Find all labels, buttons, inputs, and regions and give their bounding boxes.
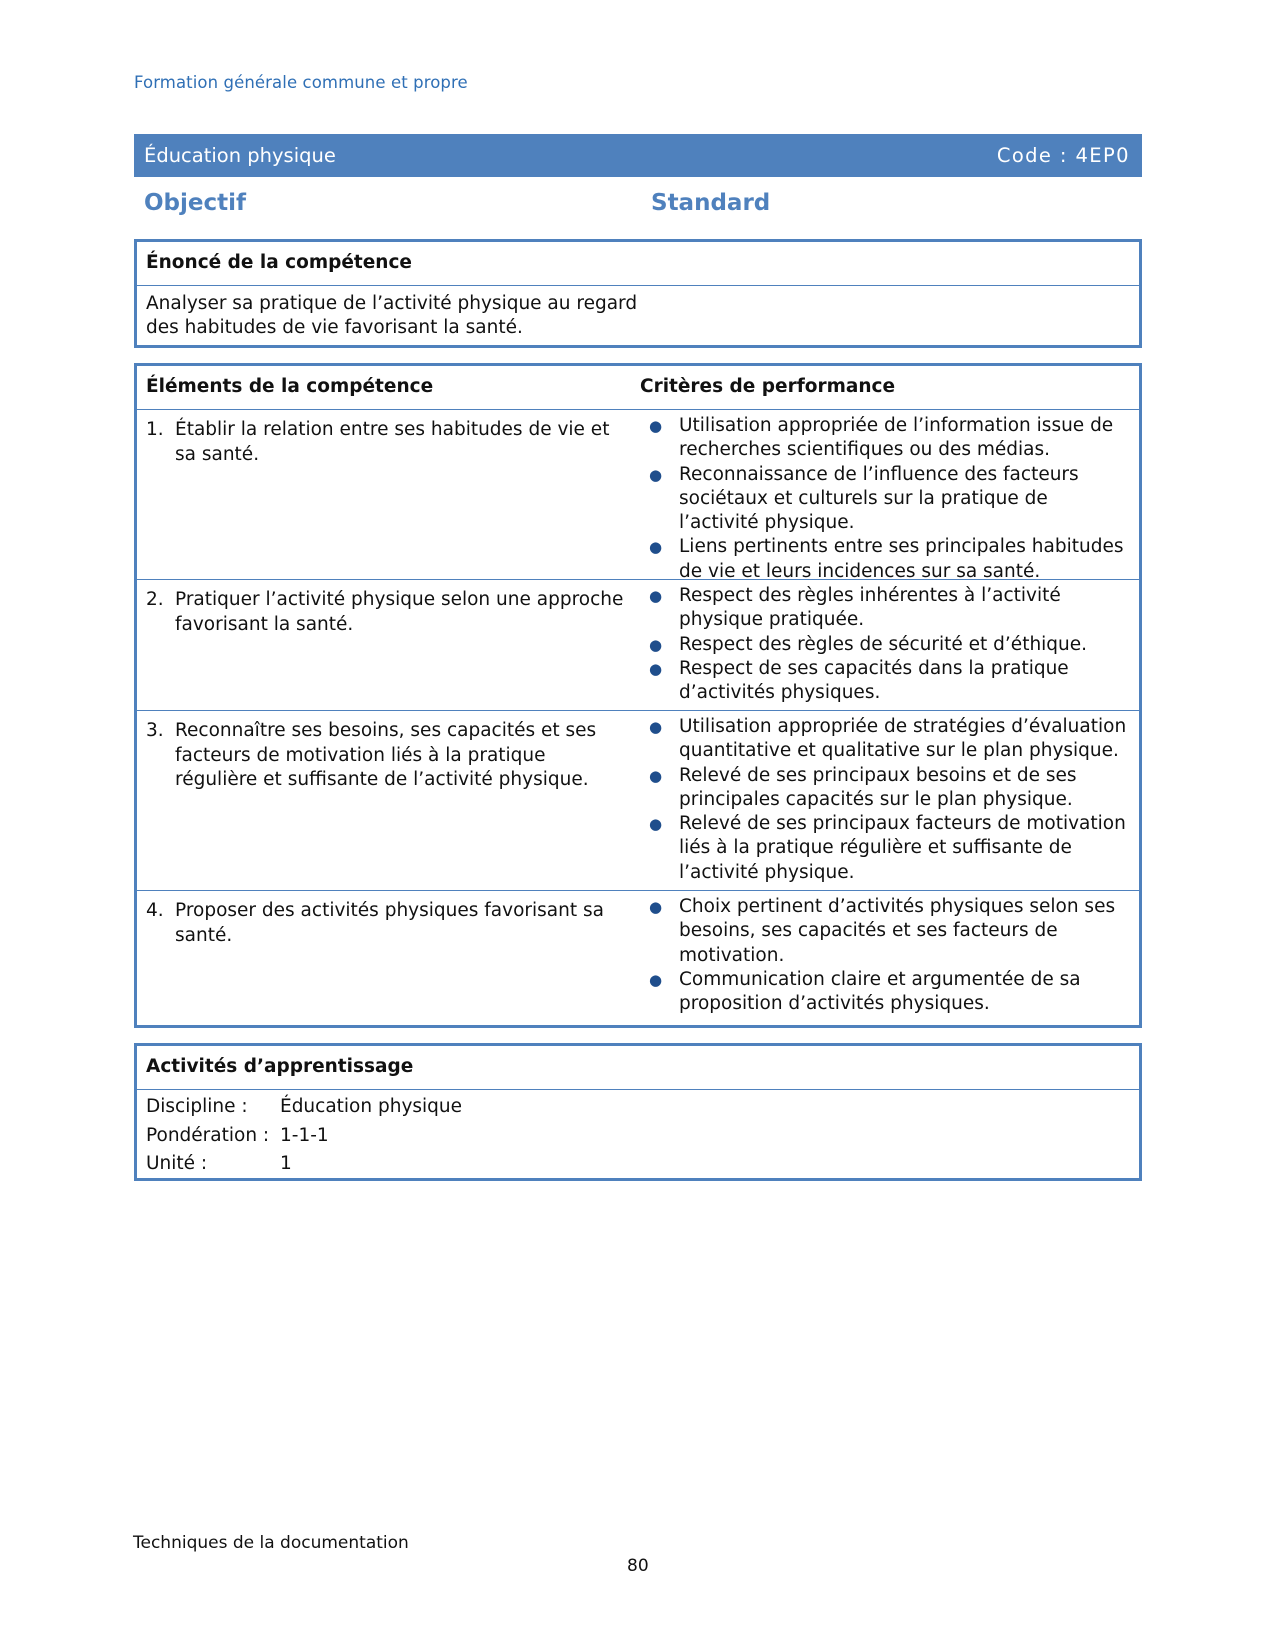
element-number: 3. — [146, 720, 164, 741]
element-number: 1. — [146, 419, 164, 440]
field-value: Éducation physique — [280, 1096, 463, 1117]
table-row — [137, 410, 1139, 580]
bullet-icon: ● — [649, 659, 663, 678]
bullet-icon: ● — [649, 538, 663, 557]
elements-table — [134, 363, 1142, 1028]
element-number: 2. — [146, 589, 164, 610]
element-text: Reconnaître ses besoins, ses capacités et ses facteurs de motivation liés à la pratique régulière et suffisante de l’activité physique. — [175, 720, 597, 790]
bullet-icon: ● — [649, 635, 663, 654]
critere-item — [640, 764, 1127, 813]
critere-text: Relevé de ses principaux besoins et de ses principales capacités sur le plan physique. — [679, 764, 1077, 810]
field-row-ponderation — [146, 1122, 1130, 1151]
elements-table-header — [137, 366, 1139, 410]
field-row-unite — [146, 1150, 1130, 1179]
bullet-icon: ● — [649, 465, 663, 484]
criteres-cell — [640, 410, 1139, 582]
activites-box — [134, 1043, 1142, 1181]
critere-text: Utilisation appropriée de l’information issue de recherches scientifiques ou des médias. — [679, 415, 1114, 461]
column-heads — [144, 190, 1144, 224]
activites-fields — [137, 1090, 1139, 1182]
element-text: Pratiquer l’activité physique selon une approche favorisant la santé. — [175, 589, 624, 635]
bullet-icon: ● — [649, 970, 663, 989]
element-cell — [137, 711, 640, 890]
element-cell — [137, 891, 640, 1022]
critere-text: Respect de ses capacités dans la pratique d’activités physiques. — [679, 657, 1069, 704]
course-title: Éducation physique — [144, 144, 336, 167]
critere-text: Reconnaissance de l’influence des facteurs sociétaux et culturels sur la pratique de l’activité physique. — [679, 463, 1079, 534]
critere-item — [640, 414, 1127, 463]
objectif-heading: Objectif — [144, 190, 247, 216]
running-head: Formation générale commune et propre — [134, 73, 468, 92]
page-number: 80 — [627, 1556, 649, 1576]
field-label: Unité : — [146, 1153, 208, 1174]
critere-text: Respect des règles de sécurité et d’éthique. — [679, 633, 1088, 655]
enonce-heading: Énoncé de la compétence — [137, 242, 1139, 286]
element-text: Établir la relation entre ses habitudes de vie et sa santé. — [175, 419, 610, 465]
table-row — [137, 580, 1139, 711]
field-value: 1 — [280, 1153, 292, 1174]
bullet-icon: ● — [649, 898, 663, 916]
element-cell — [137, 410, 640, 579]
critere-text: Liens pertinents entre ses principales habitudes de vie et leurs incidences sur sa santé. — [679, 536, 1124, 582]
criteres-cell — [640, 891, 1139, 1022]
field-label: Discipline : — [146, 1096, 248, 1117]
critere-text: Utilisation appropriée de stratégies d’évaluation quantitative et qualitative sur le plan physique. — [679, 716, 1127, 762]
course-title-bar — [134, 134, 1142, 177]
course-code: Code : 4EP0 — [996, 144, 1130, 167]
critere-item — [640, 463, 1127, 536]
bullet-icon: ● — [649, 417, 663, 435]
critere-item — [640, 715, 1127, 764]
critere-item — [640, 584, 1127, 633]
critere-item — [640, 812, 1127, 885]
criteres-heading: Critères de performance — [640, 376, 896, 397]
critere-text: Choix pertinent d’activités physiques selon ses besoins, ses capacités et ses facteurs de motivation. — [679, 896, 1116, 966]
field-label: Pondération : — [146, 1124, 270, 1146]
critere-text: Communication claire et argumentée de sa proposition d’activités physiques. — [679, 968, 1081, 1015]
critere-text: Respect des règles inhérentes à l’activité physique pratiquée. — [679, 585, 1061, 631]
table-row — [137, 711, 1139, 891]
bullet-icon: ● — [649, 766, 663, 785]
activites-heading: Activités d’apprentissage — [137, 1046, 1139, 1090]
element-cell — [137, 580, 640, 710]
bullet-icon: ● — [649, 815, 663, 834]
critere-item — [640, 535, 1127, 584]
critere-item — [640, 657, 1127, 706]
bullet-icon: ● — [649, 718, 663, 736]
enonce-box — [134, 239, 1142, 348]
critere-item — [640, 895, 1127, 968]
footer-program: Techniques de la documentation — [133, 1533, 409, 1553]
criteres-cell — [640, 580, 1139, 710]
field-value: 1-1-1 — [280, 1124, 329, 1146]
table-row — [137, 891, 1139, 1022]
bullet-icon: ● — [649, 587, 663, 605]
enonce-text: Analyser sa pratique de l’activité physique au regard des habitudes de vie favorisant la santé. — [146, 293, 638, 338]
elements-heading: Éléments de la compétence — [146, 376, 434, 397]
element-number: 4. — [146, 900, 164, 921]
element-text: Proposer des activités physiques favorisant sa santé. — [175, 900, 604, 946]
critere-text: Relevé de ses principaux facteurs de motivation liés à la pratique régulière et suffisante de l’activité physique. — [679, 813, 1126, 883]
standard-heading: Standard — [651, 190, 771, 216]
critere-item — [640, 968, 1127, 1017]
critere-item — [640, 633, 1127, 657]
criteres-cell — [640, 711, 1139, 890]
field-row-discipline — [146, 1093, 1130, 1122]
